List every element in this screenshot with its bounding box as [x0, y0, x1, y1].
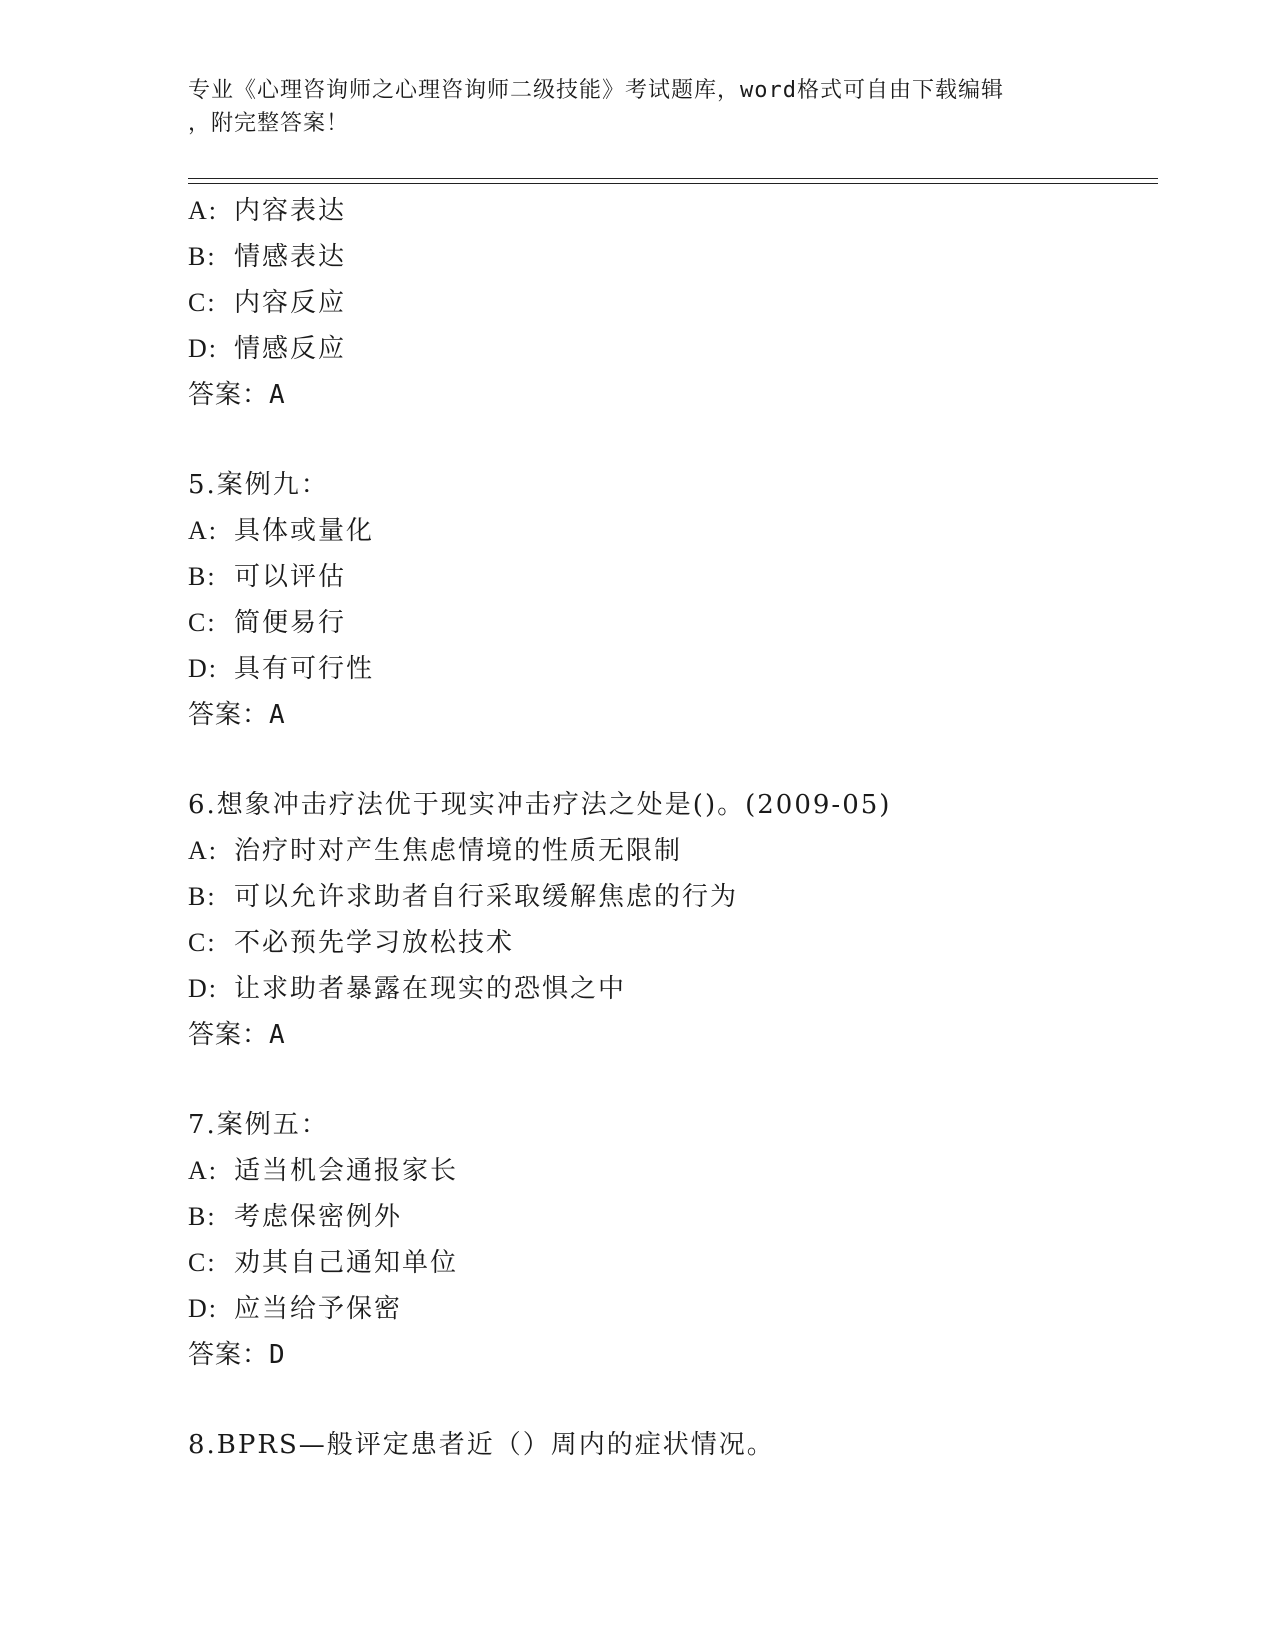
question-block: [188, 188, 1148, 418]
option-text: 具体或量化: [234, 516, 375, 546]
document-header: [188, 74, 1068, 140]
option-b: [188, 874, 1148, 920]
answer-line: 答案：A: [188, 380, 286, 410]
header-divider-top: [188, 178, 1158, 179]
header-line-2: ，附完整答案！: [188, 111, 350, 136]
option-c: [188, 600, 1148, 646]
question-list: [188, 188, 1148, 1468]
question-block: [188, 462, 1148, 738]
option-key: A:: [188, 516, 218, 545]
option-key: B:: [188, 882, 217, 911]
option-d: [188, 966, 1148, 1012]
option-text: 不必预先学习放松技术: [234, 928, 515, 958]
option-key: D:: [188, 654, 218, 683]
header-divider-bottom: [188, 183, 1158, 184]
option-c: [188, 1240, 1148, 1286]
option-a: [188, 828, 1148, 874]
answer-line: 答案：A: [188, 1020, 286, 1050]
option-text: 内容反应: [234, 288, 347, 318]
question-title: 7.案例五：: [188, 1110, 329, 1140]
option-c: [188, 920, 1148, 966]
question-block: [188, 1422, 1148, 1468]
option-text: 让求助者暴露在现实的恐惧之中: [234, 974, 627, 1004]
question-block: [188, 782, 1148, 1058]
option-text: 考虑保密例外: [234, 1202, 403, 1232]
option-b: [188, 554, 1148, 600]
option-key: B:: [188, 242, 217, 271]
option-d: [188, 326, 1148, 372]
option-text: 可以允许求助者自行采取缓解焦虑的行为: [234, 882, 739, 912]
option-key: D:: [188, 1294, 218, 1323]
option-key: C:: [188, 608, 217, 637]
option-a: [188, 508, 1148, 554]
question-title: 8.BPRS—般评定患者近（）周内的症状情况。: [188, 1430, 775, 1460]
option-a: [188, 188, 1148, 234]
option-d: [188, 1286, 1148, 1332]
option-key: C:: [188, 928, 217, 957]
question-title: 5.案例九：: [188, 470, 329, 500]
option-c: [188, 280, 1148, 326]
option-key: A:: [188, 836, 218, 865]
option-key: A:: [188, 196, 218, 225]
question-block: [188, 1102, 1148, 1378]
option-text: 应当给予保密: [234, 1294, 403, 1324]
answer-line: 答案：D: [188, 1340, 286, 1370]
option-key: C:: [188, 288, 217, 317]
option-text: 劝其自己通知单位: [234, 1248, 459, 1278]
option-text: 可以评估: [234, 562, 347, 592]
option-key: B:: [188, 562, 217, 591]
question-title: 6.想象冲击疗法优于现实冲击疗法之处是()。(2009-05): [188, 790, 892, 820]
option-text: 具有可行性: [234, 654, 375, 684]
option-text: 治疗时对产生焦虑情境的性质无限制: [234, 836, 683, 866]
option-b: [188, 1194, 1148, 1240]
option-text: 简便易行: [234, 608, 347, 638]
option-key: D:: [188, 334, 218, 363]
option-b: [188, 234, 1148, 280]
option-key: B:: [188, 1202, 217, 1231]
option-text: 适当机会通报家长: [234, 1156, 459, 1186]
option-text: 情感反应: [234, 334, 347, 364]
option-key: A:: [188, 1156, 218, 1185]
option-text: 内容表达: [234, 196, 347, 226]
option-text: 情感表达: [234, 242, 347, 272]
option-a: [188, 1148, 1148, 1194]
option-key: D:: [188, 974, 218, 1003]
header-line-1: 专业《心理咨询师之心理咨询师二级技能》考试题库，word格式可自由下载编辑: [188, 78, 1004, 103]
answer-line: 答案：A: [188, 700, 286, 730]
option-d: [188, 646, 1148, 692]
option-key: C:: [188, 1248, 217, 1277]
